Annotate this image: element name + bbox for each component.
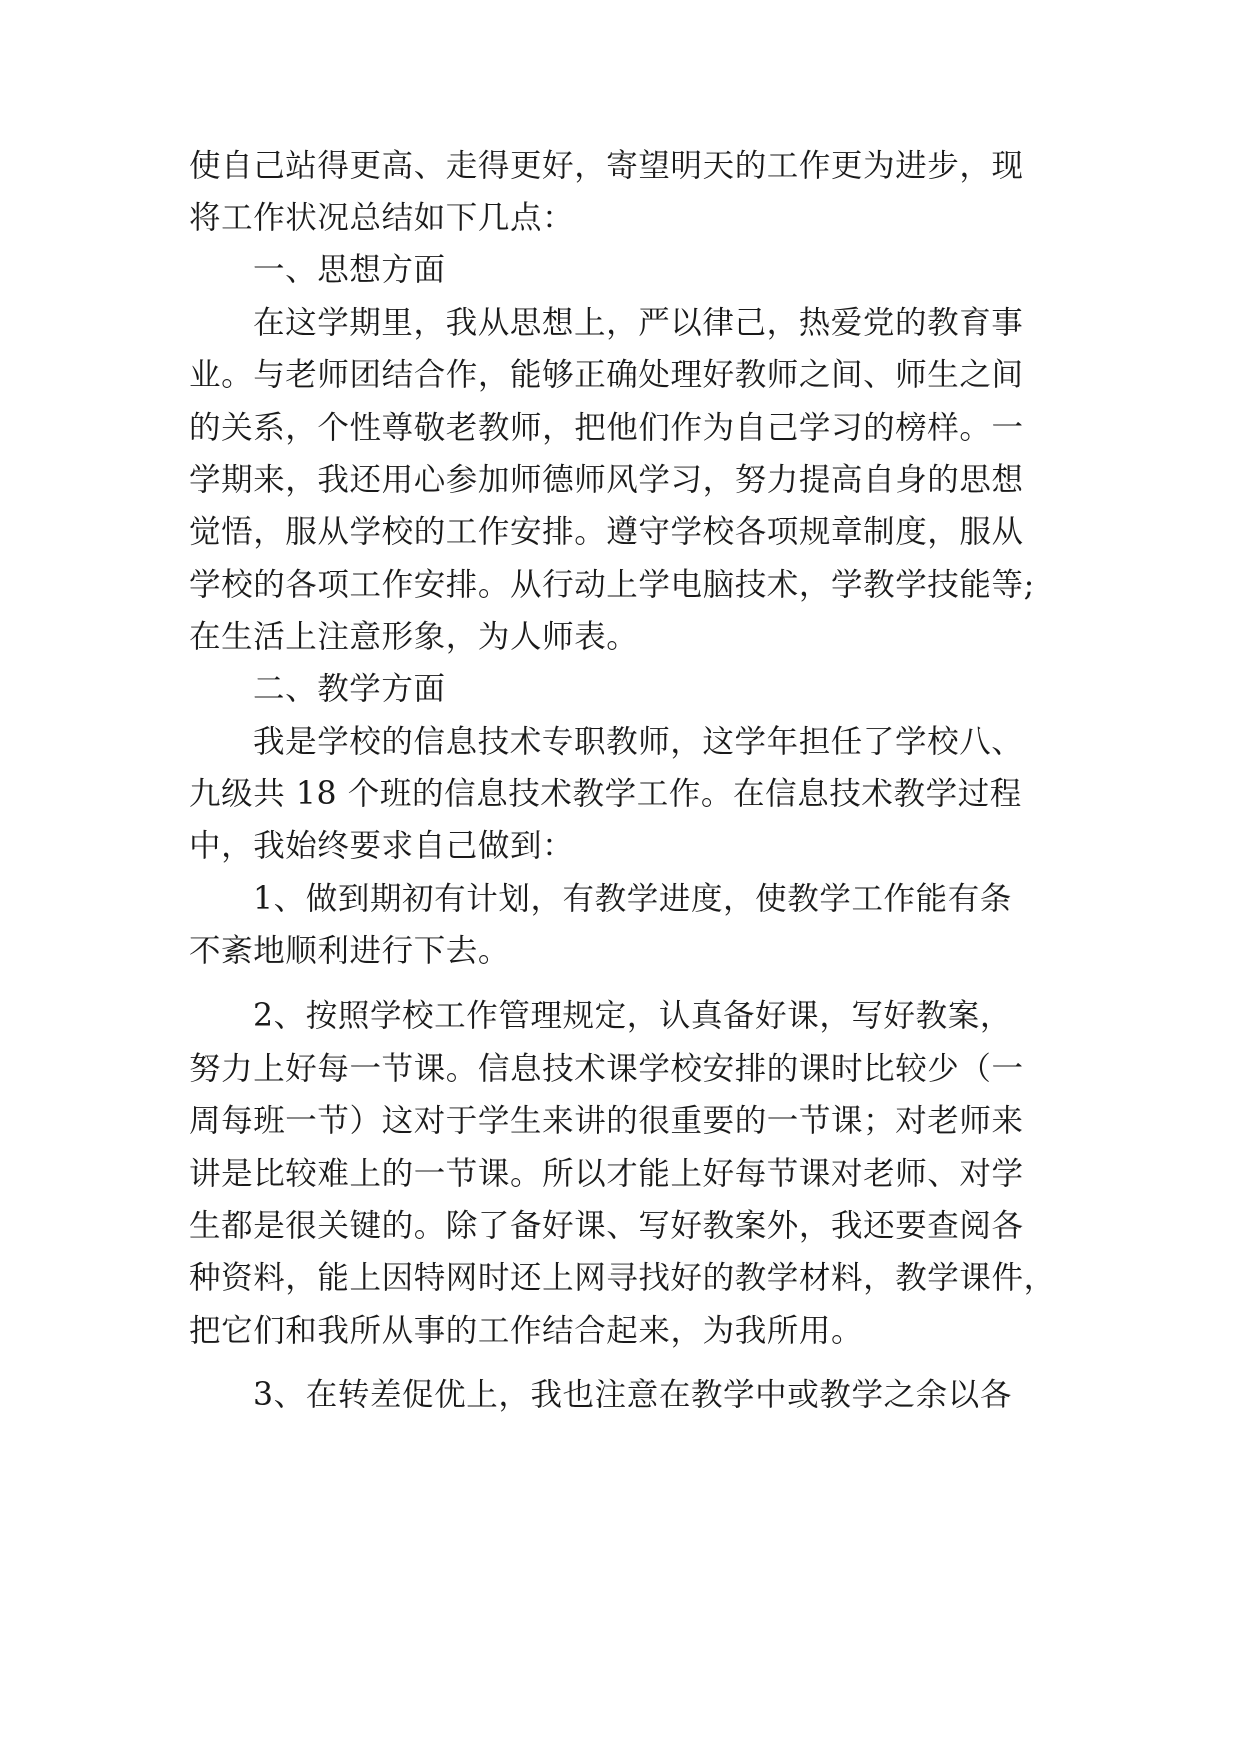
text-line-14: 中，我始终要求自己做到： xyxy=(189,828,575,864)
text-line-7: 学期来，我还用心参加师德师风学习，努力提高自身的思想 xyxy=(189,462,1024,498)
text-line-19: 周每班一节）这对于学生来讲的很重要的一节课；对老师来 xyxy=(189,1103,1024,1139)
text-line-17: 2、按照学校工作管理规定，认真备好课，写好教案， xyxy=(253,998,1012,1034)
text-line-9: 学校的各项工作安排。从行动上学电脑技术，学教学技能等; xyxy=(189,567,1035,603)
text-line-15: 1、做到期初有计划，有教学进度，使教学工作能有条 xyxy=(253,881,1012,917)
section-heading-teaching: 二、教学方面 xyxy=(253,671,446,707)
text-line-20: 讲是比较难上的一节课。所以才能上好每节课对老师、对学 xyxy=(189,1156,1024,1192)
text-line-23: 把它们和我所从事的工作结合起来，为我所用。 xyxy=(189,1313,864,1349)
text-line-24: 3、在转差促优上，我也注意在教学中或教学之余以各 xyxy=(253,1377,1012,1413)
text-line-6: 的关系，个性尊敬老教师，把他们作为自己学习的榜样。一 xyxy=(189,410,1024,446)
text-line-4: 在这学期里，我从思想上，严以律己，热爱党的教育事 xyxy=(253,305,1024,341)
text-line-1: 使自己站得更高、走得更好，寄望明天的工作更为进步，现 xyxy=(189,148,1024,184)
text-line-12: 我是学校的信息技术专职教师，这学年担任了学校八、 xyxy=(253,724,1024,760)
section-heading-thought: 一、思想方面 xyxy=(253,252,446,288)
text-line-8: 觉悟，服从学校的工作安排。遵守学校各项规章制度，服从 xyxy=(189,514,1024,550)
text-line-13: 九级共 18 个班的信息技术教学工作。在信息技术教学过程 xyxy=(189,776,1022,812)
text-line-21: 生都是很关键的。除了备好课、写好教案外，我还要查阅各 xyxy=(189,1208,1024,1244)
text-line-5: 业。与老师团结合作，能够正确处理好教师之间、师生之间 xyxy=(189,357,1024,393)
text-line-2: 将工作状况总结如下几点： xyxy=(189,200,575,236)
text-line-18: 努力上好每一节课。信息技术课学校安排的课时比较少（一 xyxy=(189,1051,1024,1087)
text-line-22: 种资料，能上因特网时还上网寻找好的教学材料，教学课件， xyxy=(189,1260,1056,1296)
text-line-16: 不紊地顺利进行下去。 xyxy=(189,933,511,969)
text-line-10: 在生活上注意形象，为人师表。 xyxy=(189,619,639,655)
